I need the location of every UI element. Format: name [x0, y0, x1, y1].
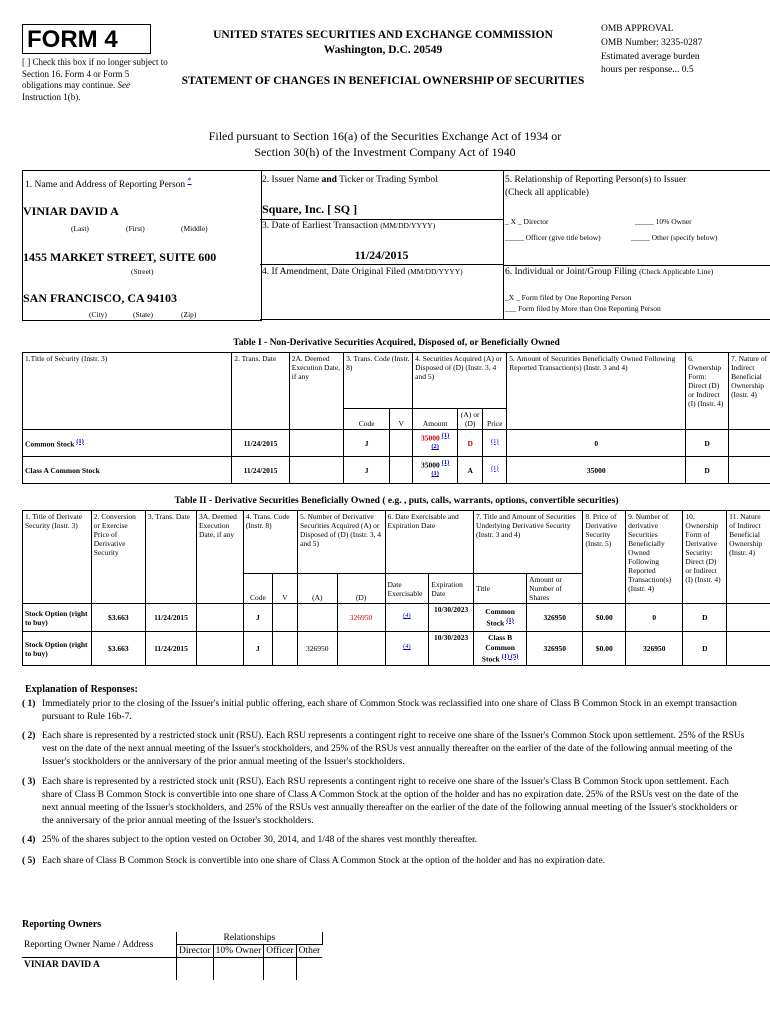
table2: 1. Title of Derivate Security (Instr. 3) 2. Conversion or Exercise Price of Derivative Security 3. Trans. Date 3A. Deemed Execution Date, if any 4. Trans. Code (Instr. 8) 5. Number of Derivative Securities Acquired (A) or Disposed of (D) (Instr. 3, 4 and 5) 6. Date Exercisable and Expiration Date 7. Title and Amount of Securities Underlying Derivative Security (Instr. 3 and 4) 8. Price of Derivative Security (Instr. 5) 9. Number of derivative Securities Beneficially Owned Following Reported Transaction(s) (Instr. 4) 10. Ownership Form of Derivative Security: Direct (D) or Indirect (I) (Instr. 4) 11. Nature of Indirect Beneficial Ownership (Instr. 4) Code V (A) (D) Date Exercisable Expiration Date Title Amount or Number of Shares Stock Option (right to buy) $3.663 11/24/2015 J 326950 (4) 10/30/2023 Common Stock (1) 326950 $0.00 0 D Stock Option (right to buy) $3.663 11/24/2015 J 326950 (4) 10/30/2023 Class B Common Stock (1) (5) 326950 $0.00 326950 D: [22, 510, 770, 666]
t2-h-conversion: 2. Conversion or Exercise Price of Derivative Security: [91, 511, 145, 604]
box4-amendment: 4. If Amendment, Date Original Filed (MM/DD/YYYY): [260, 264, 504, 320]
rel-other[interactable]: _____ Other (specify below): [631, 233, 718, 242]
explanation-item: ( 2) Each share is represented by a restricted stock unit (RSU). Each RSU represents a contingent right to receive one share of the Issuer's Common Stock upon settlement. 25% of the RSUs vest on the date of the next annual meeting of the Issuer's stockholders, and 25% of the RSUs vest annually thereafter on the earlier of the date of the following annual meeting of the Issuer's stockholders or the anniversary of the prior annual meeting of the Issuer's stockholders.: [22, 731, 745, 768]
box6-filing: 6. Individual or Joint/Group Filing (Check Applicable Line) _X _ Form filed by One Reporting Person ___ Form filed by More than One Reporting Person: [503, 264, 770, 320]
t2-h-nature: 11. Nature of Indirect Beneficial Ownership (Instr. 4): [727, 511, 770, 604]
footnote-link[interactable]: (2): [431, 443, 439, 450]
explanation-item: ( 1) Immediately prior to the closing of the Issuer's initial public offering, each share of Common Stock was reclassified into one share of Class B Common Stock in an exempt transaction pursuant to Rule 16b-7.: [22, 699, 737, 723]
omb-burden: Estimated average burden: [601, 51, 700, 62]
t2-h-date: 3. Trans. Date: [145, 511, 196, 604]
table1: 1.Title of Security (Instr. 3) 2. Trans. Date 2A. Deemed Execution Date, if any 3. Trans. Code (Instr. 8) 4. Securities Acquired (A) or Disposed of (D) (Instr. 3, 4 and 5) 5. Amount of Securities Beneficially Owned Following Reported Transaction(s) (Instr. 3 and 4) 6. Ownership Form: Direct (D) or Indirect (I) (Instr. 4) 7. Nature of Indirect Beneficial Ownership (Instr. 4) Code V Amount (A) or (D) Price Common Stock (1) 11/24/2015 J 35000 (1) (2) D (1) 0 D Class A Common Stock 11/24/2015 J 35000 (1) (1) A (1) 35000 D: [22, 352, 770, 484]
t2-h-underlying: 7. Title and Amount of Securities Underlying Derivative Security (Instr. 3 and 4): [474, 511, 583, 574]
footnote-link[interactable]: (4): [403, 643, 411, 651]
rel-ten-pct-owner[interactable]: _____ 10% Owner: [635, 217, 692, 226]
box1-footnote-link[interactable]: *: [187, 176, 192, 185]
issuer-name: Square, Inc. [ SQ ]: [262, 202, 358, 216]
table-row: Common Stock (1) 11/24/2015 J 35000 (1) (2) D (1) 0 D: [23, 430, 770, 457]
form-title: FORM 4: [27, 26, 118, 53]
footnote-link[interactable]: (1) (5): [501, 652, 519, 660]
reporting-owners-table: Reporting Owner Name / Address Relationships Director 10% Owner Officer Other VINIAR DAVID A: [22, 932, 323, 980]
reporting-owners-title: Reporting Owners: [22, 919, 102, 930]
t2-h-price: 8. Price of Derivative Security (Instr. 5): [583, 511, 626, 604]
box2-issuer: 2. Issuer Name and Ticker or Trading Symbol Square, Inc. [ SQ ]: [260, 170, 504, 220]
reporting-person-section: [22, 170, 770, 320]
t1-h-nature: 7. Nature of Indirect Beneficial Ownership (Instr. 4): [729, 353, 770, 430]
box1-reporting-person: 1. Name and Address of Reporting Person * VINIAR DAVID A (Last) (First) (Middle) 1455 MARKET STREET, SUITE 600 (Street) SAN FRANCISCO, CA 94103 (City) (State) (Zip): [22, 170, 262, 321]
footnote-link[interactable]: (1): [506, 616, 514, 624]
explanation-item: ( 3) Each share is represented by a restricted stock unit (RSU). Each RSU represents a contingent right to receive one share of the Issuer's Class B Common Stock upon settlement. Each share of Class B Common Stock is convertible into one share of Class A Common Stock at the option of the holder and has no expiration date. 25% of the RSUs vest on the date of the next annual meeting of the Issuer's stockholders, and 25% of the RSUs vest annually thereafter on the earlier of the date of the following annual meeting of the Issuer's stockholders or the anniversary of the prior annual meeting of the Issuer's stockholders.: [22, 776, 739, 826]
t1-h-acquired: 4. Securities Acquired (A) or Disposed of (D) (Instr. 3, 4 and 5): [413, 353, 507, 409]
footnote-link[interactable]: (1): [76, 437, 84, 445]
omb-approval: OMB APPROVAL: [601, 24, 674, 34]
t2-h-deemed: 3A. Deemed Execution Date, if any: [196, 511, 243, 604]
form-title-box: [22, 24, 151, 54]
t1-h-title: 1.Title of Security (Instr. 3): [23, 353, 232, 430]
table-row: Stock Option (right to buy) $3.663 11/24/2015 J 326950 (4) 10/30/2023 Class B Common Stock (1) (5) 326950 $0.00 326950 D: [23, 632, 770, 666]
person-city: SAN FRANCISCO, CA 94103: [23, 291, 178, 305]
explanation-list: [22, 698, 748, 868]
filing-more-persons[interactable]: ___ Form filed by More than One Reporting Person: [505, 304, 661, 313]
agency-name: UNITED STATES SECURITIES AND EXCHANGE COMMISSION: [213, 29, 553, 41]
t2-h-number-owned: 9. Number of derivative Securities Beneficially Owned Following Reported Transaction(s) (Instr. 4): [626, 511, 683, 604]
t1-h-amount-owned: 5. Amount of Securities Beneficially Owned Following Reported Transaction(s) (Instr. 3 and 4): [507, 353, 686, 430]
person-street: 1455 MARKET STREET, SUITE 600: [23, 250, 217, 264]
table-row: Class A Common Stock 11/24/2015 J 35000 (1) (1) A (1) 35000 D: [23, 457, 770, 484]
rel-officer[interactable]: _____ Officer (give title below): [505, 233, 601, 242]
t1-h-deemed: 2A. Deemed Execution Date, if any: [289, 353, 343, 430]
footnote-link[interactable]: (1): [441, 431, 450, 439]
table-row: VINIAR DAVID A: [22, 958, 322, 980]
explanation-title: Explanation of Responses:: [25, 684, 138, 695]
person-name: VINIAR DAVID A: [23, 204, 119, 218]
t1-h-code: 3. Trans. Code (Instr. 8): [344, 353, 413, 409]
footnote-link[interactable]: (1): [431, 470, 439, 477]
check-box-notice: [ ] Check this box if no longer subject to Section 16. Form 4 or Form 5 obligations may continue. See Instruction 1(b).: [22, 57, 168, 103]
t2-h-title: 1. Title of Derivate Security (Instr. 3): [23, 511, 92, 604]
t2-h-number: 5. Number of Derivative Securities Acquired (A) or Disposed of (D) (Instr. 3, 4 and 5): [298, 511, 386, 574]
explanation-item: ( 5) Each share of Class B Common Stock is convertible into one share of Class A Common Stock at the option of the holder and has no expiration date.: [22, 856, 606, 867]
t2-h-code: 4. Trans. Code (Instr. 8): [243, 511, 297, 574]
footnote-link[interactable]: (1): [490, 437, 499, 445]
t2-h-ownership-form: 10. Ownership Form of Derivative Security: Direct (D) or Indirect (I) (Instr. 4): [683, 511, 727, 604]
footnote-link[interactable]: (1): [490, 464, 499, 472]
filed-pursuant: Filed pursuant to Section 16(a) of the Securities Exchange Act of 1934 or Section 30(h) of the Investment Company Act of 1940: [208, 129, 562, 159]
table-row: Stock Option (right to buy) $3.663 11/24/2015 J 326950 (4) 10/30/2023 Common Stock (1) 326950 $0.00 0 D: [23, 604, 770, 632]
table2-title: Table II - Derivative Securities Beneficially Owned ( e.g. , puts, calls, warrants, options, convertible securities): [174, 496, 619, 506]
t2-h-exercisable: 6. Date Exercisable and Expiration Date: [385, 511, 474, 574]
omb-number: OMB Number: 3235-0287: [601, 37, 703, 48]
t1-h-date: 2. Trans. Date: [232, 353, 290, 430]
statement-title: STATEMENT OF CHANGES IN BENEFICIAL OWNERSHIP OF SECURITIES: [181, 75, 585, 87]
earliest-date: 11/24/2015: [354, 248, 409, 262]
box3-earliest-date: 3. Date of Earliest Transaction (MM/DD/YYYY) 11/24/2015: [260, 218, 504, 265]
t1-h-ownership-form: 6. Ownership Form: Direct (D) or Indirect (I) (Instr. 4): [686, 353, 729, 430]
omb-hours: hours per response... 0.5: [601, 65, 694, 76]
box5-relationship: 5. Relationship of Reporting Person(s) to Issuer (Check all applicable) _ X _ Director _____ 10% Owner _____ Officer (give title below) _____ Other (specify below): [503, 170, 770, 266]
footnote-link[interactable]: (1): [441, 458, 450, 466]
filing-one-person[interactable]: _X _ Form filed by One Reporting Person: [505, 293, 632, 302]
agency-location: Washington, D.C. 20549: [323, 44, 443, 56]
explanation-item: ( 4) 25% of the shares subject to the option vested on October 30, 2014, and 1/48 of the shares vest monthly thereafter.: [22, 834, 478, 845]
table1-title: Table I - Non-Derivative Securities Acquired, Disposed of, or Beneficially Owned: [233, 338, 560, 348]
rel-director[interactable]: _ X _ Director: [505, 217, 549, 226]
omb-box: [601, 23, 761, 78]
box1-label: 1. Name and Address of Reporting Person: [25, 180, 186, 191]
footnote-link[interactable]: (4): [403, 612, 411, 620]
